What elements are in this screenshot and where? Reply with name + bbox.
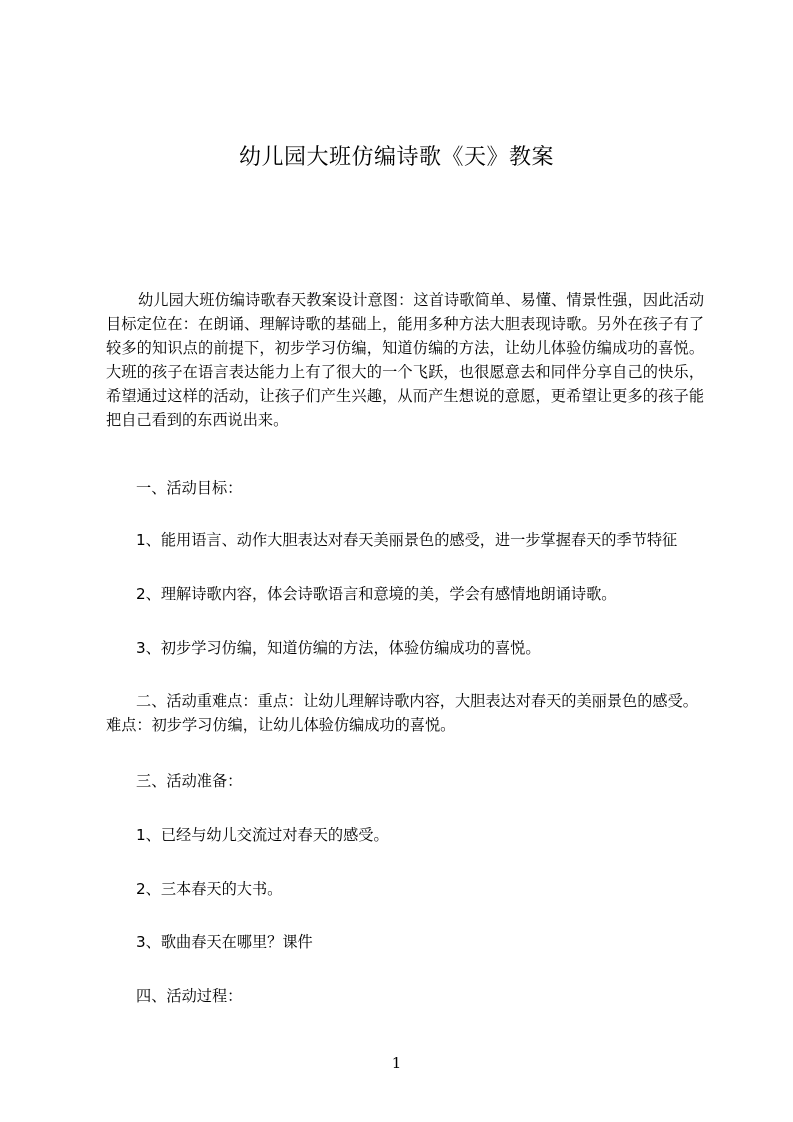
intro-paragraph: 幼儿园大班仿编诗歌春天教案设计意图：这首诗歌简单、易懂、情景性强，因此活动目标定位在：在朗诵、理解诗歌的基础上，能用多种方法大胆表现诗歌。另外在孩子有了较多的知识点的前提下，初步学习仿编，知道仿编的方法，让幼儿体验仿编成功的喜悦。大班的孩子在语言表达能力上有了很大的一个飞跃，也很愿意去和同伴分享自己的快乐，希望通过这样的活动，让孩子们产生兴趣，从而产生想说的意愿，更希望让更多的孩子能把自己看到的东西说出来。 — [106, 291, 704, 429]
preparation-item-1: 1、已经与幼儿交流过对春天的感受。 — [136, 826, 389, 844]
goal-item-3: 3、初步学习仿编，知道仿编的方法，体验仿编成功的喜悦。 — [136, 639, 541, 657]
preparation-item-2: 2、三本春天的大书。 — [136, 880, 283, 898]
goal-item-1: 1、能用语言、动作大胆表达对春天美丽景色的感受，进一步掌握春天的季节特征 — [136, 531, 678, 549]
preparation-heading: 三、活动准备： — [136, 772, 243, 790]
process-heading: 四、活动过程： — [136, 987, 243, 1005]
document-title: 幼儿园大班仿编诗歌《天》教案 — [238, 145, 554, 170]
key-points-paragraph: 二、活动重难点：重点：让幼儿理解诗歌内容，大胆表达对春天的美丽景色的感受。难点：初步学习仿编，让幼儿体验仿编成功的喜悦。 — [106, 692, 698, 734]
goals-heading: 一、活动目标： — [136, 479, 243, 497]
preparation-item-3: 3、歌曲春天在哪里？课件 — [136, 933, 313, 951]
page-number: 1 — [391, 1054, 402, 1072]
goal-item-2: 2、理解诗歌内容，体会诗歌语言和意境的美，学会有感情地朗诵诗歌。 — [136, 585, 617, 603]
